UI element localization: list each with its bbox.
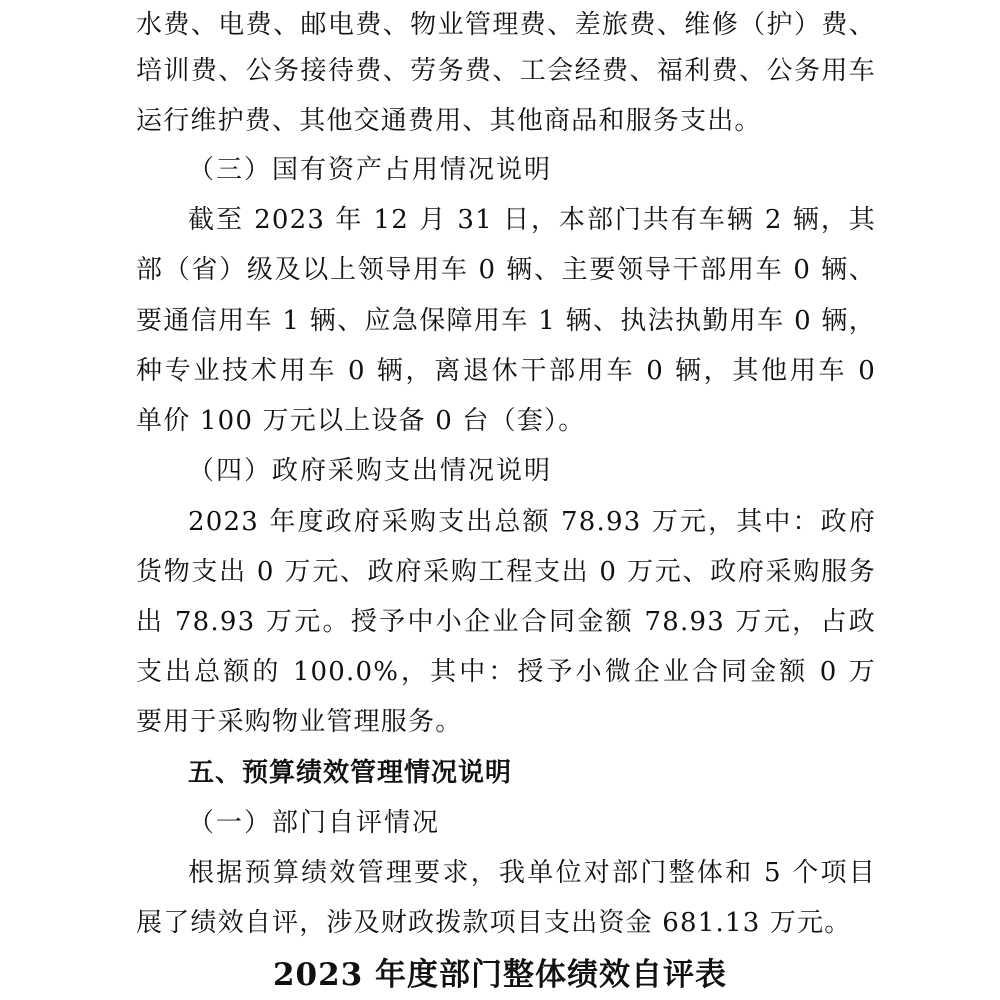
section-4-line-5: 要用于采购物业管理服务。 bbox=[136, 707, 463, 737]
expense-list-line-2: 培训费、公务接待费、劳务费、工会经费、福利费、公务用车 bbox=[136, 56, 876, 86]
section-3-heading: （三）国有资产占用情况说明 bbox=[188, 155, 553, 185]
section-4-line-3: 出 78.93 万元。授予中小企业合同金额 78.93 万元，占政 bbox=[136, 607, 876, 637]
section-3-line-4: 种专业技术用车 0 辆，离退休干部用车 0 辆，其他用车 0 bbox=[136, 356, 876, 386]
expense-list-line-3: 运行维护费、其他交通费用、其他商品和服务支出。 bbox=[136, 106, 762, 136]
section-5-line-2: 展了绩效自评，涉及财政拨款项目支出资金 681.13 万元。 bbox=[136, 908, 852, 938]
section-3-line-3: 要通信用车 1 辆、应急保障用车 1 辆、执法执勤用车 0 辆， bbox=[136, 306, 876, 336]
expense-list-line-1: 水费、电费、邮电费、物业管理费、差旅费、维修（护）费、 bbox=[136, 10, 876, 40]
section-4-line-4: 支出总额的 100.0%，其中：授予小微企业合同金额 0 万 bbox=[136, 657, 876, 687]
table-title: 2023 年度部门整体绩效自评表 bbox=[272, 957, 728, 993]
section-5-heading: 五、预算绩效管理情况说明 bbox=[188, 758, 513, 788]
section-4-heading: （四）政府采购支出情况说明 bbox=[188, 456, 553, 486]
section-4-line-2: 货物支出 0 万元、政府采购工程支出 0 万元、政府采购服务 bbox=[136, 557, 876, 587]
section-4-line-1: 2023 年度政府采购支出总额 78.93 万元，其中：政府 bbox=[188, 507, 876, 537]
section-5-line-1: 根据预算绩效管理要求，我单位对部门整体和 5 个项目 bbox=[188, 858, 876, 888]
section-5-subheading-1: （一）部门自评情况 bbox=[188, 808, 441, 838]
section-3-line-1: 截至 2023 年 12 月 31 日，本部门共有车辆 2 辆，其 bbox=[188, 205, 876, 235]
section-3-line-2: 部（省）级及以上领导用车 0 辆、主要领导干部用车 0 辆、 bbox=[136, 255, 876, 285]
section-3-line-5: 单价 100 万元以上设备 0 台（套）。 bbox=[136, 406, 586, 436]
